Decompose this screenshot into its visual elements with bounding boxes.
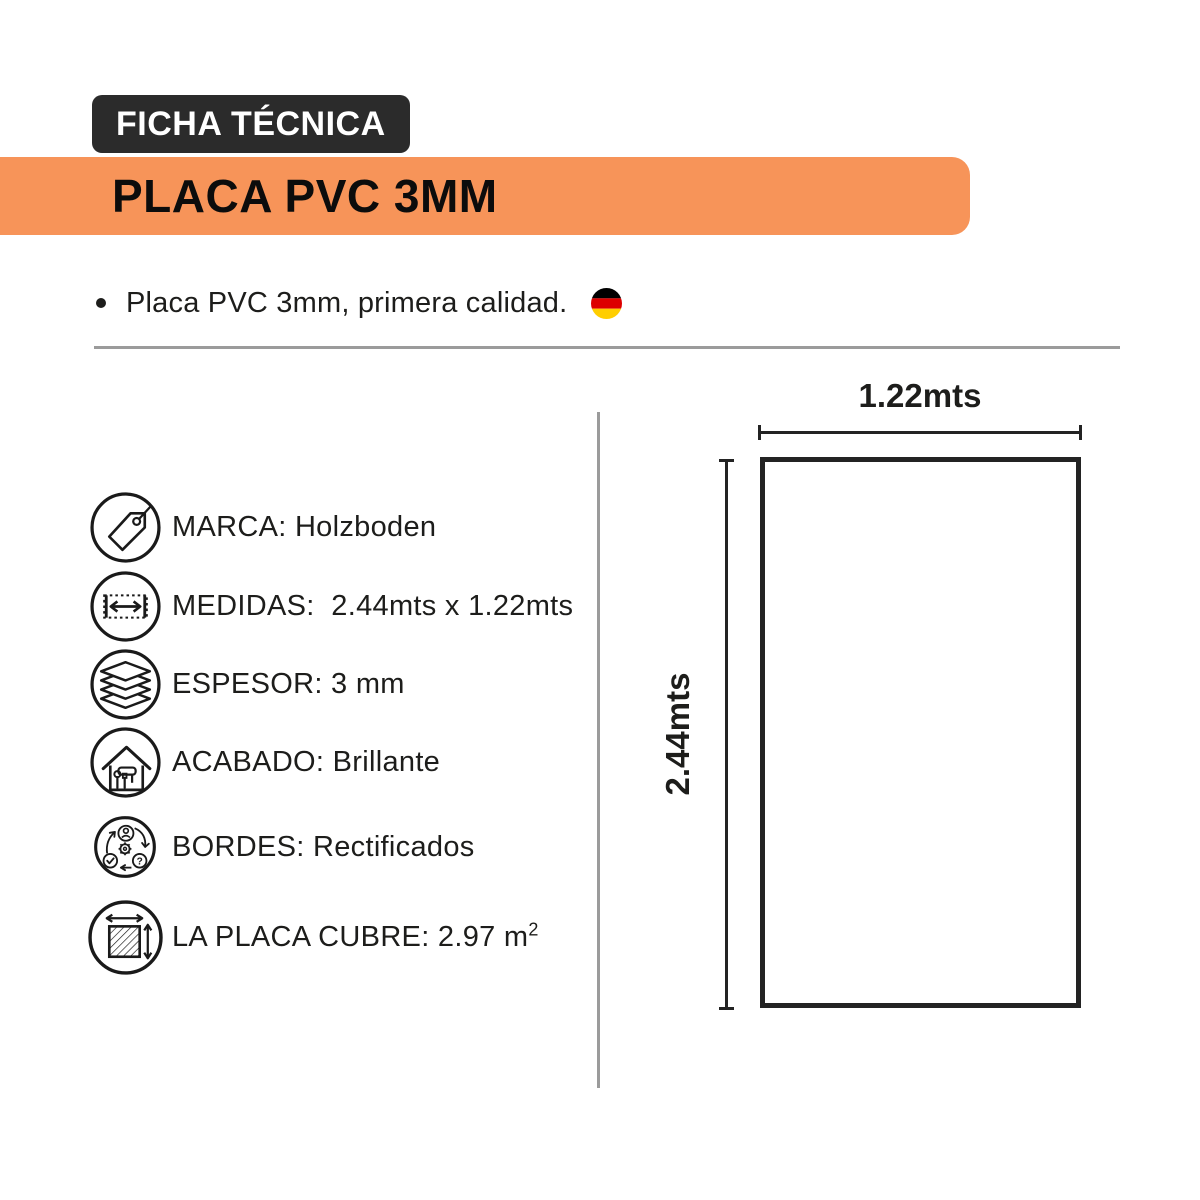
- process-cycle-icon: [86, 814, 164, 880]
- layers-icon: [86, 648, 164, 721]
- svg-text:?: ?: [136, 856, 143, 868]
- spec-text-medidas: MEDIDAS: 2.44mts x 1.22mts: [172, 589, 574, 622]
- horizontal-divider: [94, 346, 1120, 349]
- spec-row-acabado: [86, 723, 440, 801]
- spec-row-bordes: [86, 808, 475, 886]
- badge-ficha-tecnica: [92, 95, 410, 153]
- price-tag-icon: [86, 491, 164, 564]
- bullet-dot: [96, 298, 106, 308]
- spec-text-acabado: ACABADO: Brillante: [172, 745, 441, 778]
- title-bar: [0, 157, 970, 235]
- spec-row-medidas: [86, 567, 573, 645]
- plate-outline-diagram: [760, 457, 1081, 1008]
- spec-row-cubre: [86, 898, 539, 976]
- page-title: PLACA PVC 3MM: [112, 170, 498, 222]
- diagram-width-dimension-line: [758, 431, 1082, 434]
- germany-flag-icon: [591, 288, 622, 319]
- intro-bullet-row: [96, 284, 622, 322]
- coverage-area-icon: [86, 899, 164, 976]
- spec-text-cubre: LA PLACA CUBRE: 2.97 $m^2$: [172, 918, 539, 953]
- diagram-height-dimension-line: [725, 459, 728, 1010]
- spec-row-espesor: [86, 645, 405, 723]
- diagram-width-label: 1.22mts: [858, 377, 982, 414]
- spec-row-marca: [86, 488, 436, 566]
- vertical-divider: [597, 412, 600, 1088]
- spec-text-espesor: ESPESOR: 3 mm: [172, 667, 405, 700]
- house-tools-icon: [86, 726, 164, 799]
- diagram-height-label: 2.44mts: [659, 672, 696, 796]
- badge-label: FICHA TÉCNICA: [116, 104, 386, 143]
- m2-superscript: 2: [528, 918, 539, 939]
- width-measure-icon: [86, 570, 164, 643]
- spec-text-marca: MARCA: Holzboden: [172, 510, 437, 543]
- intro-text: Placa PVC 3mm, primera calidad.: [126, 286, 568, 319]
- spec-text-bordes: BORDES: Rectificados: [172, 830, 475, 863]
